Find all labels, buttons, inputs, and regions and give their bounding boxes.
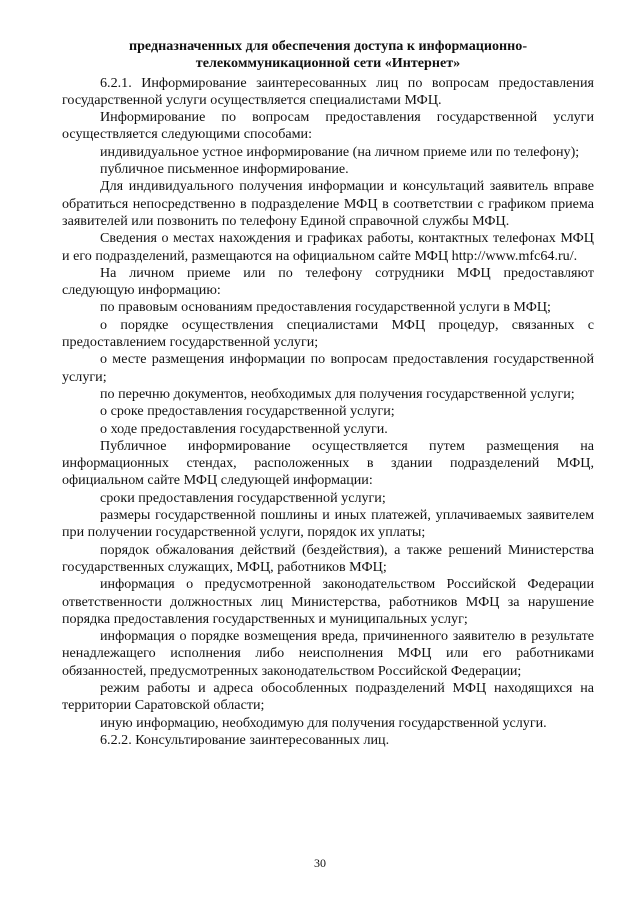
paragraph: сроки предоставления государственной услуги; <box>100 489 386 506</box>
paragraph: 6.2.1. Информирование заинтересованных лиц по вопросам предоставления государственной услуги осуществляется специалистами МФЦ. <box>62 74 594 108</box>
document-page <box>62 38 594 749</box>
paragraph: Для индивидуального получения информации и консультаций заявитель вправе обратиться непосредственно в подразделение МФЦ в соответствии с графиком приема заявителей или позвонить по телефону Единой справочной службы МФЦ. <box>62 178 594 229</box>
paragraph: по правовым основаниям предоставления государственной услуги в МФЦ; <box>100 299 551 316</box>
paragraph: о месте размещения информации по вопросам предоставления государственной услуги; <box>62 351 594 385</box>
paragraph: иную информацию, необходимую для получения государственной услуги. <box>100 714 547 731</box>
body-text <box>62 75 594 750</box>
paragraph: о порядке осуществления специалистами МФЦ процедур, связанных с предоставлением государственной услуги; <box>62 316 594 351</box>
paragraph: о ходе предоставления государственной услуги. <box>100 420 388 437</box>
heading-line-1: предназначенных для обеспечения доступа к информационно- <box>128 38 528 54</box>
paragraph: Информирование по вопросам предоставления государственной услуги осуществляется следующими способами: <box>62 109 594 143</box>
section-heading <box>62 38 594 73</box>
paragraph: На личном приеме или по телефону сотрудники МФЦ предоставляют следующую информацию: <box>62 264 594 299</box>
paragraph: режим работы и адреса обособленных подразделений МФЦ находящихся на территории Саратовской области; <box>62 679 594 714</box>
paragraph: информация о порядке возмещения вреда, причиненного заявителю в результате ненадлежащего исполнения либо неисполнения МФЦ или его работниками обязанностей, предусмотренных законодательством Российской Федерации; <box>62 628 594 679</box>
paragraph: индивидуальное устное информирование (на личном приеме или по телефону); <box>100 143 580 160</box>
paragraph: порядок обжалования действий (бездействия), а также решений Министерства государственных служащих, МФЦ, работников МФЦ; <box>62 541 594 575</box>
heading-line-2: телекоммуникационной сети «Интернет» <box>195 55 461 72</box>
paragraph: по перечню документов, необходимых для получения государственной услуги; <box>100 385 575 402</box>
paragraph: размеры государственной пошлины и иных платежей, уплачиваемых заявителем при получении государственной услуги, порядок их уплаты; <box>62 507 594 541</box>
paragraph: информация о предусмотренной законодательством Российской Федерации ответственности должностных лиц Министерства, работников МФЦ за нарушение порядка предоставления государственных и муниципальных услуг; <box>62 576 594 627</box>
paragraph: Сведения о местах нахождения и графиках работы, контактных телефонах МФЦ и его подразделений, размещаются на официальном сайте МФЦ http://www.mfc64.ru/. <box>62 230 594 264</box>
paragraph: 6.2.2. Консультирование заинтересованных лиц. <box>100 731 390 748</box>
paragraph: Публичное информирование осуществляется путем размещения на информационных стендах, расположенных в здании подразделений МФЦ, официальном сайте МФЦ следующей информации: <box>62 437 594 489</box>
page-number: 30 <box>314 856 326 870</box>
paragraph: о сроке предоставления государственной услуги; <box>100 403 395 420</box>
paragraph: публичное письменное информирование. <box>100 161 349 178</box>
